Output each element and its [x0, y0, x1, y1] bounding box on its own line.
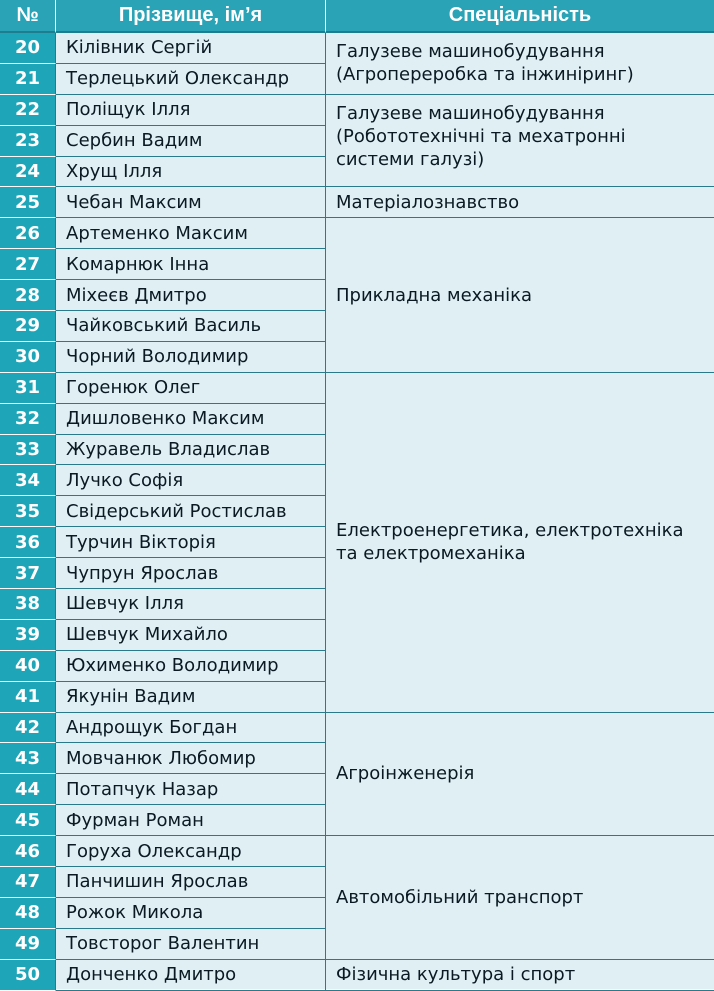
row-number: 26	[0, 218, 56, 249]
row-name: Терлецький Олександр	[56, 64, 326, 95]
row-number: 50	[0, 960, 56, 991]
specialty-cell: Матеріалознавство	[326, 187, 714, 218]
row-name: Мовчанюк Любомир	[56, 743, 326, 774]
row-number: 37	[0, 558, 56, 589]
row-number: 45	[0, 805, 56, 836]
row-number: 28	[0, 280, 56, 311]
row-name: Шевчук Ілля	[56, 589, 326, 620]
row-name: Горуха Олександр	[56, 836, 326, 867]
row-number: 29	[0, 311, 56, 342]
row-number: 47	[0, 867, 56, 898]
row-name: Фурман Роман	[56, 805, 326, 836]
specialty-cell: Автомобільний транспорт	[326, 836, 714, 960]
row-number: 20	[0, 33, 56, 64]
row-name: Лучко Софія	[56, 465, 326, 496]
row-number: 49	[0, 929, 56, 960]
row-number: 30	[0, 342, 56, 373]
header-name: Прізвище, ім’я	[56, 0, 326, 33]
header-number: №	[0, 0, 56, 33]
row-name: Чорний Володимир	[56, 342, 326, 373]
row-name: Шевчук Михайло	[56, 620, 326, 651]
row-name: Рожок Микола	[56, 898, 326, 929]
row-name: Панчишин Ярослав	[56, 867, 326, 898]
header-specialty: Спеціальність	[326, 0, 714, 33]
row-name: Андрощук Богдан	[56, 713, 326, 744]
row-name: Дишловенко Максим	[56, 404, 326, 435]
row-name: Потапчук Назар	[56, 774, 326, 805]
specialty-cell: Галузеве машинобудування (Агропереробка та інжиніринг)	[326, 33, 714, 95]
row-name: Чайковський Василь	[56, 311, 326, 342]
row-number: 44	[0, 774, 56, 805]
row-number: 31	[0, 373, 56, 404]
row-name: Свідерський Ростислав	[56, 496, 326, 527]
row-number: 42	[0, 713, 56, 744]
row-number: 25	[0, 187, 56, 218]
row-name: Чебан Максим	[56, 187, 326, 218]
row-number: 27	[0, 249, 56, 280]
row-number: 41	[0, 682, 56, 713]
row-name: Чупрун Ярослав	[56, 558, 326, 589]
row-name: Артеменко Максим	[56, 218, 326, 249]
row-name: Горенюк Олег	[56, 373, 326, 404]
row-number: 40	[0, 651, 56, 682]
row-name: Товсторог Валентин	[56, 929, 326, 960]
specialty-cell: Агроінженерія	[326, 713, 714, 837]
row-number: 22	[0, 95, 56, 126]
row-name: Комарнюк Інна	[56, 249, 326, 280]
row-number: 32	[0, 404, 56, 435]
row-number: 33	[0, 435, 56, 466]
row-number: 34	[0, 465, 56, 496]
row-number: 48	[0, 898, 56, 929]
row-name: Якунін Вадим	[56, 682, 326, 713]
row-name: Поліщук Ілля	[56, 95, 326, 126]
row-name: Юхименко Володимир	[56, 651, 326, 682]
row-name: Журавель Владислав	[56, 435, 326, 466]
row-number: 46	[0, 836, 56, 867]
row-number: 21	[0, 64, 56, 95]
row-name: Міхеєв Дмитро	[56, 280, 326, 311]
row-name: Донченко Дмитро	[56, 960, 326, 991]
row-name: Хрущ Ілля	[56, 157, 326, 188]
row-number: 39	[0, 620, 56, 651]
row-number: 38	[0, 589, 56, 620]
specialty-cell: Галузеве машинобудування (Робототехнічні та мехатронні системи галузі)	[326, 95, 714, 188]
row-number: 23	[0, 126, 56, 157]
row-number: 35	[0, 496, 56, 527]
row-name: Турчин Вікторія	[56, 527, 326, 558]
row-name: Сербин Вадим	[56, 126, 326, 157]
row-number: 24	[0, 157, 56, 188]
row-number: 43	[0, 743, 56, 774]
specialty-cell: Прикладна механіка	[326, 218, 714, 372]
row-number: 36	[0, 527, 56, 558]
specialty-cell: Електроенергетика, електротехніка та електромеханіка	[326, 373, 714, 713]
specialty-cell: Фізична культура і спорт	[326, 960, 714, 991]
row-name: Кілівник Сергій	[56, 33, 326, 64]
